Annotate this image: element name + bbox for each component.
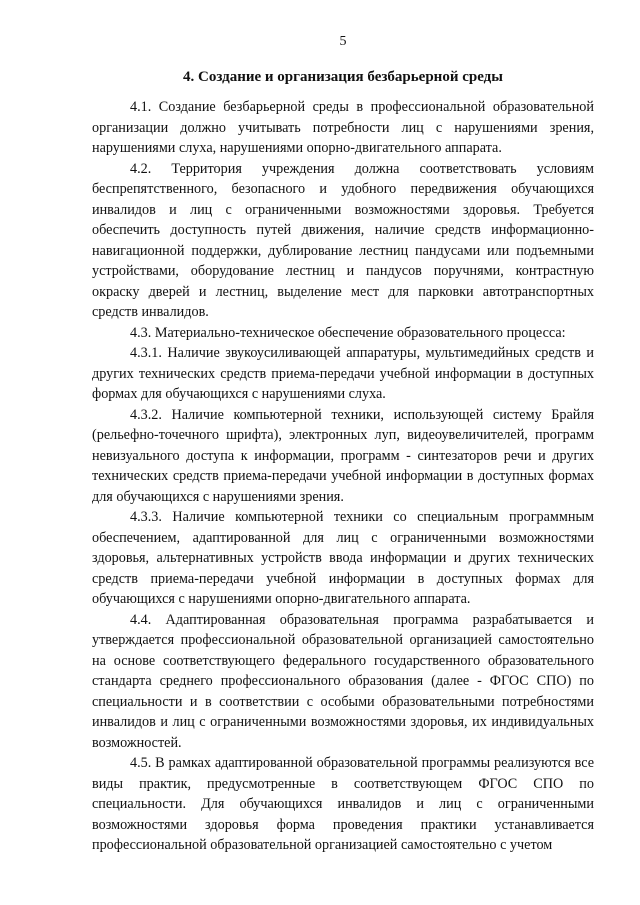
- page-number: 5: [339, 34, 347, 49]
- paragraph-4-4: 4.4. Адаптированная образовательная программа разрабатывается и утверждается профессиональной образовательной организацией самостоятельно на основе соответствующего федерального государственного образовательного стандарта среднего профессионального образования (далее - ФГОС СПО) по специальности и в соответствии с особыми образовательными потребностями инвалидов и лиц с ограниченными возможностями здоровья, их индивидуальных возможностей.: [92, 611, 594, 751]
- paragraph-4-5: 4.5. В рамках адаптированной образовательной программы реализуются все виды практик, предусмотренные в соответствующем ФГОС СПО по специальности. Для обучающихся инвалидов и лиц с ограниченными возможностями здоровья форма проведения практики устанавливается профессиональной образовательной организацией самостоятельно с учетом: [92, 755, 594, 853]
- document-page: [92, 34, 594, 856]
- paragraph-4-3-3: 4.3.3. Наличие компьютерной техники со специальным программным обеспечением, адаптированной для лиц с ограниченными возможностями здоровья, альтернативных устройств ввода информации и других технических средств приема-передачи учебной информации в доступных формах для обучающихся с нарушениями опорно-двигательного аппарата.: [92, 509, 594, 607]
- paragraph-4-3-1: 4.3.1. Наличие звукоусиливающей аппаратуры, мультимедийных средств и других технических средств приема-передачи учебной информации в доступных формах для обучающихся с нарушениями слуха.: [92, 345, 594, 402]
- paragraph-4-3: 4.3. Материально-техническое обеспечение образовательного процесса:: [130, 324, 566, 341]
- paragraph-4-3-2: 4.3.2. Наличие компьютерной техники, использующей систему Брайля (рельефно-точечного шрифта), электронных луп, видеоувеличителей, программ невизуального доступа к информации, программ - синтезаторов речи и других технических средств приема-передачи учебной информации в доступных формах для обучающихся с нарушениями зрения.: [92, 406, 594, 505]
- paragraph-4-2: 4.2. Территория учреждения должна соответствовать условиям беспрепятственного, безопасного и удобного передвижения обучающихся инвалидов и лиц с ограниченными возможностями здоровья. Требуется обеспечить доступность путей движения, наличие средств информационно-навигационной поддержки, дублирование лестниц пандусами или подъемными устройствами, оборудование лестниц и пандусов поручнями, контрастную окраску дверей и лестниц, выделение мест для парковки автотранспортных средств инвалидов.: [92, 160, 594, 320]
- section-title: 4. Создание и организация безбарьерной среды: [183, 69, 503, 85]
- paragraph-4-1: 4.1. Создание безбарьерной среды в профессиональной образовательной организации должно учитывать потребности лиц с нарушениями зрения, нарушениями слуха, нарушениями опорно-двигательного аппарата.: [92, 99, 594, 156]
